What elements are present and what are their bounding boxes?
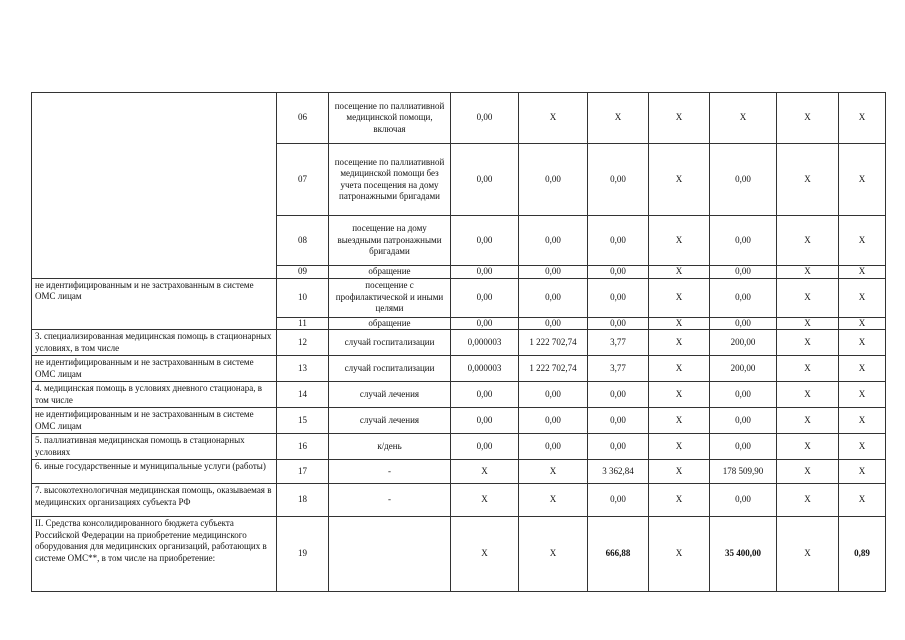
value-cell: Х xyxy=(649,317,710,330)
table-row xyxy=(32,460,886,484)
row-unit: обращение xyxy=(329,266,451,279)
value-cell: 0,00 xyxy=(451,382,519,408)
value-cell: Х xyxy=(839,317,886,330)
value-cell: 0,00 xyxy=(588,266,649,279)
row-code: 11 xyxy=(277,317,329,330)
value-cell: 0,00 xyxy=(451,408,519,434)
value-cell: 0,00 xyxy=(588,216,649,266)
table-row xyxy=(32,434,886,460)
row-unit: посещение по паллиативной медицинской помощи без учета посещения на дому патронажными бригадами xyxy=(329,144,451,216)
value-cell: Х xyxy=(451,484,519,517)
value-cell: Х xyxy=(777,93,839,144)
row-description xyxy=(32,93,277,279)
value-cell: Х xyxy=(649,216,710,266)
row-unit: случай госпитализации xyxy=(329,356,451,382)
value-cell: Х xyxy=(649,382,710,408)
value-cell: 0,00 xyxy=(519,216,588,266)
row-unit: обращение xyxy=(329,317,451,330)
value-cell: 3,77 xyxy=(588,356,649,382)
value-cell: 0,00 xyxy=(519,317,588,330)
value-cell: Х xyxy=(839,266,886,279)
value-cell: Х xyxy=(451,460,519,484)
value-cell: Х xyxy=(777,517,839,592)
row-code: 17 xyxy=(277,460,329,484)
value-cell: 0,00 xyxy=(451,93,519,144)
row-code: 14 xyxy=(277,382,329,408)
value-cell: 0,00 xyxy=(710,144,777,216)
row-description: не идентифицированным и не застрахованным в системе ОМС лицам xyxy=(32,356,277,382)
value-cell: 35 400,00 xyxy=(710,517,777,592)
row-unit: посещение на дому выездными патронажными бригадами xyxy=(329,216,451,266)
value-cell: Х xyxy=(839,93,886,144)
value-cell: Х xyxy=(649,408,710,434)
value-cell: 0,00 xyxy=(710,317,777,330)
value-cell: 178 509,90 xyxy=(710,460,777,484)
value-cell: Х xyxy=(839,460,886,484)
row-code: 15 xyxy=(277,408,329,434)
row-unit: случай госпитализации xyxy=(329,330,451,356)
value-cell: Х xyxy=(839,356,886,382)
value-cell: 1 222 702,74 xyxy=(519,330,588,356)
value-cell: 0,00 xyxy=(588,408,649,434)
value-cell: 666,88 xyxy=(588,517,649,592)
value-cell: 0,00 xyxy=(519,382,588,408)
row-unit: случай лечения xyxy=(329,382,451,408)
row-unit xyxy=(329,517,451,592)
value-cell: Х xyxy=(649,278,710,317)
value-cell: Х xyxy=(839,278,886,317)
value-cell: Х xyxy=(777,278,839,317)
data-table xyxy=(31,92,886,592)
value-cell: Х xyxy=(649,93,710,144)
value-cell: 0,00 xyxy=(519,408,588,434)
value-cell: Х xyxy=(777,317,839,330)
value-cell: 0,00 xyxy=(710,434,777,460)
value-cell: 0,00 xyxy=(588,144,649,216)
row-description: 5. паллиативная медицинская помощь в стационарных условиях xyxy=(32,434,277,460)
value-cell: Х xyxy=(519,93,588,144)
value-cell: Х xyxy=(649,517,710,592)
row-code: 16 xyxy=(277,434,329,460)
value-cell: 0,00 xyxy=(451,266,519,279)
value-cell: Х xyxy=(839,144,886,216)
value-cell: Х xyxy=(777,266,839,279)
table-row xyxy=(32,330,886,356)
value-cell: 3 362,84 xyxy=(588,460,649,484)
value-cell: 0,000003 xyxy=(451,356,519,382)
row-description: 4. медицинская помощь в условиях дневного стационара, в том числе xyxy=(32,382,277,408)
value-cell: Х xyxy=(777,356,839,382)
value-cell: Х xyxy=(649,144,710,216)
value-cell: 0,00 xyxy=(710,408,777,434)
value-cell: 0,00 xyxy=(451,434,519,460)
value-cell: 0,00 xyxy=(588,382,649,408)
row-code: 19 xyxy=(277,517,329,592)
row-code: 13 xyxy=(277,356,329,382)
value-cell: Х xyxy=(649,330,710,356)
value-cell: Х xyxy=(777,434,839,460)
value-cell: 0,89 xyxy=(839,517,886,592)
value-cell: 200,00 xyxy=(710,330,777,356)
row-description: не идентифицированным и не застрахованным в системе ОМС лицам xyxy=(32,278,277,330)
value-cell: Х xyxy=(839,382,886,408)
value-cell: 0,00 xyxy=(710,216,777,266)
value-cell: 0,00 xyxy=(588,317,649,330)
value-cell: Х xyxy=(839,434,886,460)
row-unit: к/день xyxy=(329,434,451,460)
value-cell: Х xyxy=(777,484,839,517)
value-cell: Х xyxy=(777,330,839,356)
value-cell: 200,00 xyxy=(710,356,777,382)
value-cell: 0,00 xyxy=(451,317,519,330)
value-cell: 3,77 xyxy=(588,330,649,356)
row-description: 3. специализированная медицинская помощь в стационарных условиях, в том числе xyxy=(32,330,277,356)
row-unit: посещение с профилактической и иными целями xyxy=(329,278,451,317)
value-cell: 0,00 xyxy=(588,278,649,317)
value-cell: Х xyxy=(777,408,839,434)
value-cell: Х xyxy=(451,517,519,592)
value-cell: 0,00 xyxy=(710,278,777,317)
row-code: 06 xyxy=(277,93,329,144)
value-cell: 0,00 xyxy=(451,278,519,317)
value-cell: Х xyxy=(777,382,839,408)
value-cell: Х xyxy=(519,484,588,517)
row-unit: посещение по паллиативной медицинской помощи, включая xyxy=(329,93,451,144)
value-cell: 0,00 xyxy=(710,382,777,408)
row-description: не идентифицированным и не застрахованным в системе ОМС лицам xyxy=(32,408,277,434)
value-cell: 0,00 xyxy=(519,144,588,216)
table-row xyxy=(32,408,886,434)
table-row xyxy=(32,356,886,382)
row-description: 7. высокотехнологичная медицинская помощь, оказываемая в медицинских организациях субъекта РФ xyxy=(32,484,277,517)
value-cell: 0,00 xyxy=(588,484,649,517)
value-cell: Х xyxy=(649,484,710,517)
value-cell: Х xyxy=(649,460,710,484)
row-description: II. Средства консолидированного бюджета субъекта Российской Федерации на приобретение медицинского оборудования для медицинских организаций, работающих в системе ОМС**, в том числе на приобретение: xyxy=(32,517,277,592)
value-cell: 0,00 xyxy=(710,266,777,279)
value-cell: Х xyxy=(777,460,839,484)
value-cell: Х xyxy=(649,266,710,279)
value-cell: 1 222 702,74 xyxy=(519,356,588,382)
value-cell: 0,00 xyxy=(451,144,519,216)
table-row xyxy=(32,484,886,517)
value-cell: 0,00 xyxy=(710,484,777,517)
value-cell: 0,00 xyxy=(519,434,588,460)
value-cell: Х xyxy=(777,216,839,266)
value-cell: 0,000003 xyxy=(451,330,519,356)
table-row xyxy=(32,382,886,408)
value-cell: 0,00 xyxy=(519,278,588,317)
row-unit: случай лечения xyxy=(329,408,451,434)
value-cell: Х xyxy=(839,330,886,356)
row-unit: - xyxy=(329,484,451,517)
row-code: 09 xyxy=(277,266,329,279)
row-code: 12 xyxy=(277,330,329,356)
row-code: 10 xyxy=(277,278,329,317)
value-cell: Х xyxy=(649,434,710,460)
value-cell: Х xyxy=(519,460,588,484)
table-row xyxy=(32,517,886,592)
value-cell: Х xyxy=(588,93,649,144)
value-cell: Х xyxy=(710,93,777,144)
value-cell: 0,00 xyxy=(588,434,649,460)
value-cell: Х xyxy=(839,408,886,434)
value-cell: Х xyxy=(839,216,886,266)
table-row xyxy=(32,278,886,317)
table-row xyxy=(32,93,886,144)
value-cell: 0,00 xyxy=(451,216,519,266)
row-description: 6. иные государственные и муниципальные услуги (работы) xyxy=(32,460,277,484)
value-cell: 0,00 xyxy=(519,266,588,279)
row-code: 07 xyxy=(277,144,329,216)
row-unit: - xyxy=(329,460,451,484)
value-cell: Х xyxy=(777,144,839,216)
value-cell: Х xyxy=(649,356,710,382)
value-cell: Х xyxy=(839,484,886,517)
row-code: 18 xyxy=(277,484,329,517)
value-cell: Х xyxy=(519,517,588,592)
row-code: 08 xyxy=(277,216,329,266)
